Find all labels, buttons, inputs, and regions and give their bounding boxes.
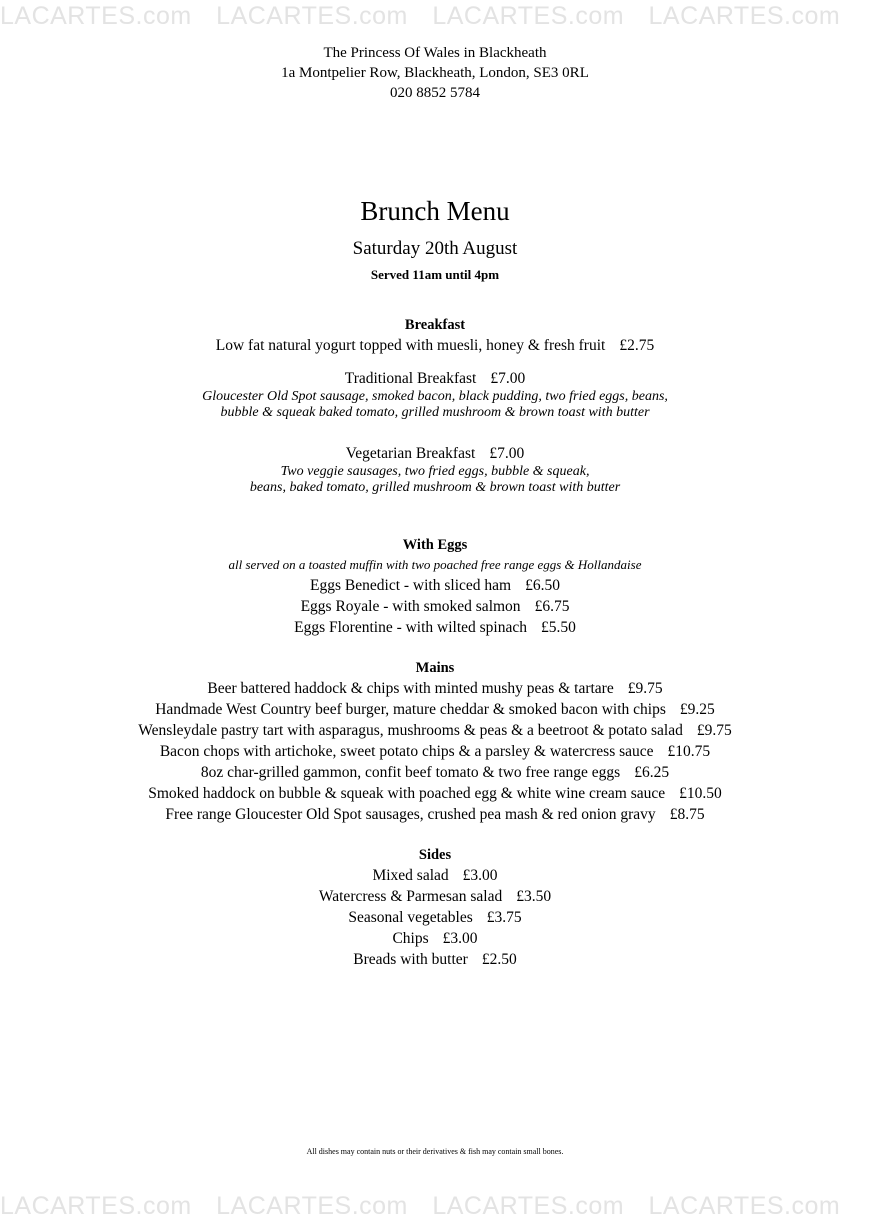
- menu-date: Saturday 20th August: [352, 238, 518, 259]
- section-title-sides: Sides: [418, 847, 452, 863]
- venue-address: 1a Montpelier Row, Blackheath, London, SE3 0RL: [281, 65, 589, 81]
- item-price: £3.00: [442, 930, 478, 947]
- section-title-breakfast: Breakfast: [404, 317, 466, 333]
- item-price: £6.25: [634, 764, 670, 781]
- watermark-text: LACARTES.com: [0, 1192, 192, 1220]
- item-price: £9.25: [679, 701, 715, 718]
- menu-item: [0, 720, 870, 741]
- item-description: bubble & squeak baked tomato, grilled mushroom & brown toast with butter: [220, 405, 650, 420]
- item-name: Mixed salad: [372, 867, 449, 884]
- item-description: beans, baked tomato, grilled mushroom & brown toast with butter: [249, 480, 621, 495]
- item-price: £10.75: [667, 743, 711, 760]
- item-price: £2.50: [481, 951, 517, 968]
- item-price: £6.75: [534, 598, 570, 615]
- item-price: £3.00: [462, 867, 498, 884]
- section-sides: [0, 845, 870, 970]
- item-price: £2.75: [619, 337, 655, 354]
- item-name: Traditional Breakfast: [344, 370, 477, 387]
- section-mains: [0, 658, 870, 825]
- watermark-top: [0, 2, 870, 31]
- section-breakfast: [0, 315, 870, 496]
- item-price: £3.50: [516, 888, 552, 905]
- venue-name: The Princess Of Wales in Blackheath: [323, 45, 547, 61]
- item-name: Eggs Benedict - with sliced ham: [310, 577, 512, 594]
- menu-item: [0, 865, 870, 886]
- item-name: Vegetarian Breakfast: [345, 445, 476, 462]
- item-price: £10.50: [679, 785, 722, 802]
- item-name: Beer battered haddock & chips with minted mushy peas & tartare: [207, 680, 614, 697]
- item-description: Two veggie sausages, two fried eggs, bubble & squeak,: [280, 464, 590, 479]
- allergen-disclaimer: All dishes may contain nuts or their derivatives & fish may contain small bones.: [306, 1147, 564, 1156]
- watermark-text: LACARTES.com: [648, 1192, 841, 1220]
- item-price: £7.00: [489, 445, 525, 462]
- venue-phone: 020 8852 5784: [390, 85, 480, 101]
- menu-item: [0, 617, 870, 638]
- menu-item: [0, 949, 870, 970]
- item-name: Eggs Florentine - with wilted spinach: [294, 619, 528, 636]
- menu-item: [0, 907, 870, 928]
- watermark-text: LACARTES.com: [648, 2, 841, 30]
- item-name: Breads with butter: [353, 951, 468, 968]
- item-name: 8oz char-grilled gammon, confit beef tomato & two free range eggs: [200, 764, 621, 781]
- section-title-eggs: With Eggs: [402, 537, 468, 553]
- item-price: £3.75: [486, 909, 522, 926]
- serving-hours: Served 11am until 4pm: [370, 267, 500, 282]
- watermark-text: LACARTES.com: [216, 2, 408, 30]
- item-price: £5.50: [541, 619, 576, 636]
- item-price: £9.75: [627, 680, 663, 697]
- item-name: Low fat natural yogurt topped with muesli, honey & fresh fruit: [215, 337, 606, 354]
- venue-header: [0, 43, 870, 103]
- menu-item: [0, 741, 870, 762]
- menu-item: [0, 443, 870, 464]
- item-price: £7.00: [490, 370, 526, 387]
- item-price: £8.75: [669, 806, 705, 823]
- menu-title: Brunch Menu: [360, 196, 510, 226]
- section-title-mains: Mains: [415, 660, 455, 676]
- watermark-text: LACARTES.com: [432, 2, 625, 30]
- menu-item: [0, 678, 870, 699]
- item-name: Eggs Royale - with smoked salmon: [300, 598, 521, 615]
- item-name: Wensleydale pastry tart with asparagus, mushrooms & peas & a beetroot & potato salad: [138, 722, 683, 739]
- watermark-bottom: [0, 1192, 870, 1221]
- menu-item: [0, 886, 870, 907]
- item-name: Watercress & Parmesan salad: [318, 888, 503, 905]
- menu-item: [0, 928, 870, 949]
- item-name: Smoked haddock on bubble & squeak with poached egg & white wine cream sauce: [148, 785, 666, 802]
- menu-item: [0, 762, 870, 783]
- menu-item: [0, 699, 870, 720]
- section-note: all served on a toasted muffin with two poached free range eggs & Hollandaise: [228, 557, 642, 572]
- item-description: Gloucester Old Spot sausage, smoked bacon, black pudding, two fried eggs, beans,: [202, 389, 668, 404]
- item-price: £9.75: [696, 722, 732, 739]
- menu-item: [0, 368, 870, 389]
- item-price: £6.50: [525, 577, 560, 594]
- menu-item: [0, 783, 870, 804]
- section-eggs: [0, 535, 870, 638]
- watermark-text: LACARTES.com: [216, 1192, 408, 1220]
- menu-item: [0, 335, 870, 356]
- menu-item: [0, 804, 870, 825]
- menu-item: [0, 575, 870, 596]
- menu-item: [0, 596, 870, 617]
- watermark-text: LACARTES.com: [432, 1192, 625, 1220]
- item-name: Bacon chops with artichoke, sweet potato chips & a parsley & watercress sauce: [159, 743, 654, 760]
- item-name: Free range Gloucester Old Spot sausages, crushed pea mash & red onion gravy: [165, 806, 656, 823]
- item-name: Chips: [392, 930, 429, 947]
- item-name: Seasonal vegetables: [348, 909, 473, 926]
- item-name: Handmade West Country beef burger, mature cheddar & smoked bacon with chips: [155, 701, 666, 718]
- watermark-text: LACARTES.com: [0, 2, 192, 30]
